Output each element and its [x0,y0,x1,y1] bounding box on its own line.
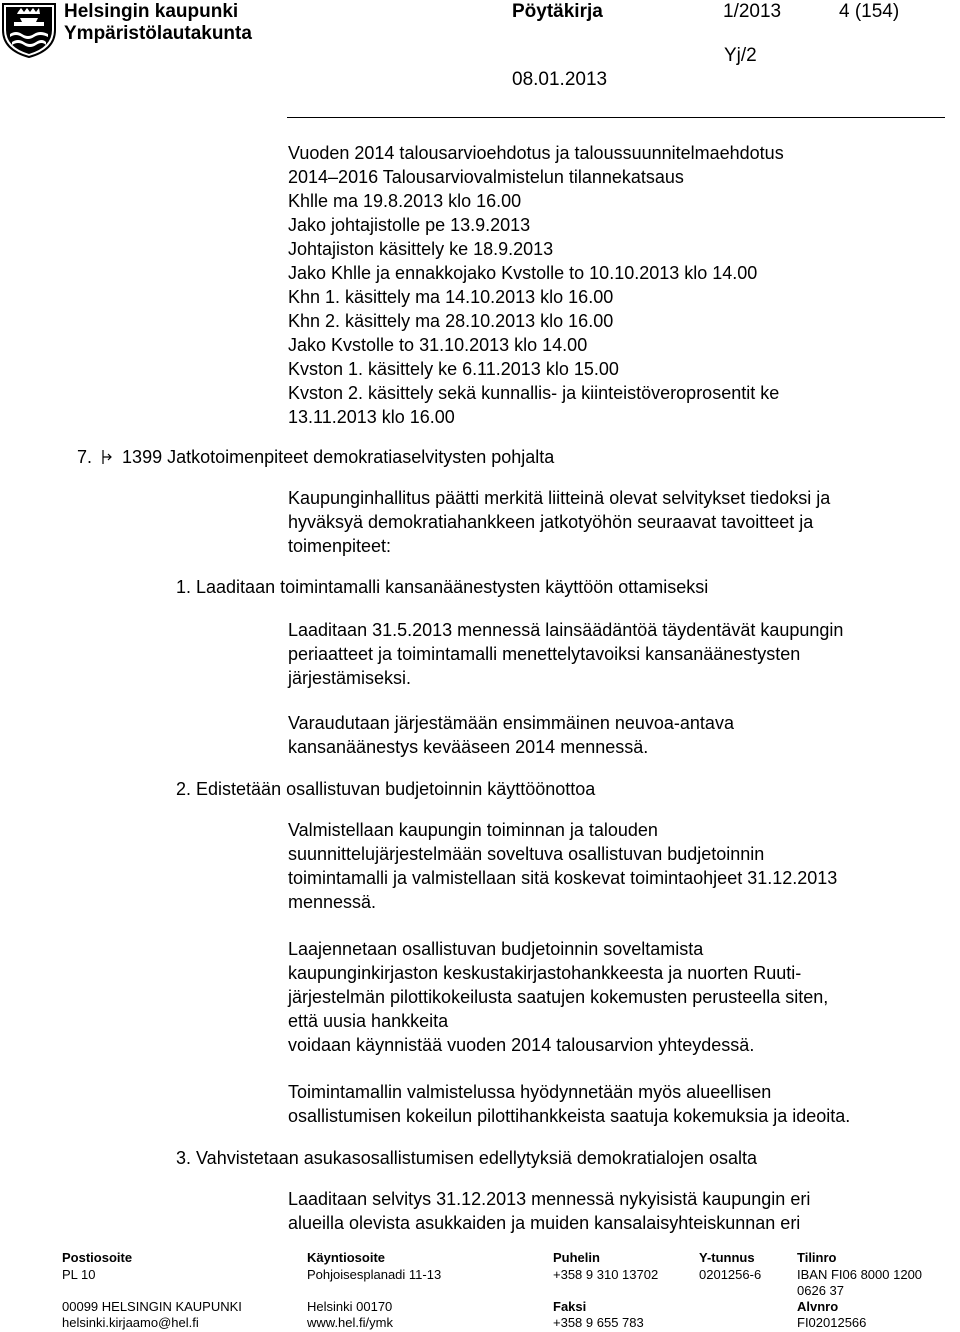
text-line: Valmistellaan kaupungin toiminnan ja talouden [288,820,658,840]
text-line: hyväksyä demokratiahankkeen jatkotyöhön seuraavat tavoitteet ja [288,512,814,532]
schedule-line: Jako johtajistolle pe 13.9.2013 [288,215,531,235]
fax-label: Faksi [553,1299,587,1314]
section-number: 7. [77,447,93,467]
vat-label: Alvnro [797,1299,839,1314]
schedule-line: Jako Kvstolle to 31.10.2013 klo 14.00 [288,335,588,355]
visit-address-label: Käyntiosoite [307,1250,386,1265]
postal-box: PL 10 [62,1267,96,1282]
schedule-line: Jako Khlle ja ennakkojako Kvstolle to 10.10.2013 klo 14.00 [288,263,758,283]
item-2-heading: 2. Edistetään osallistuvan budjetoinnin käyttöönottoa [176,779,596,799]
page-count: 4 (154) [839,1,900,22]
postal-address-label: Postiosoite [62,1250,133,1265]
section-code: Yj/2 [724,45,757,66]
document-type: Pöytäkirja [512,1,603,22]
text-line: kaupunginkirjaston keskustakirjastohankkeesta ja nuorten Ruuti- [288,963,802,983]
city-name: Helsingin kaupunki [64,1,239,22]
text-line: suunnittelujärjestelmään soveltuva osallistuvan budjetoinnin [288,844,765,864]
text-line: toimintamalli ja valmistellaan sitä koskevat toimintaohjeet 31.12.2013 [288,868,838,888]
schedule-line: Johtajiston käsittely ke 18.9.2013 [288,239,554,259]
meeting-date: 08.01.2013 [512,69,608,90]
text-line: toimenpiteet: [288,536,392,556]
schedule-line: 2014–2016 Talousarviovalmistelun tilannekatsaus [288,167,684,187]
text-line: järjestelmän pilottikokeilusta saatujen kokemusten perusteella siten, [288,987,829,1007]
schedule-line: Kvston 1. käsittely ke 6.11.2013 klo 15.00 [288,359,619,379]
item-3-paragraph-1 [288,1187,810,1235]
account-iban-line-1: IBAN FI06 8000 1200 [797,1267,923,1282]
text-line: Laaditaan selvitys 31.12.2013 mennessä nykyisistä kaupungin eri [288,1189,811,1209]
issue-number: 1/2013 [723,1,782,22]
website-link[interactable]: www.hel.fi/ymk [307,1315,393,1330]
schedule-line: Kvston 2. käsittely sekä kunnallis- ja kiinteistöveroprosentit ke [288,383,780,403]
item-1-heading: 1. Laaditaan toimintamalli kansanäänestysten käyttöön ottamiseksi [176,577,709,597]
item-2-paragraph-3 [288,1080,850,1128]
visit-street: Pohjoisesplanadi 11-13 [307,1267,442,1282]
intro-paragraph [288,486,830,558]
budget-schedule [288,141,784,429]
committee-name: Ympäristölautakunta [64,23,252,44]
schedule-line: Khn 2. käsittely ma 28.10.2013 klo 16.00 [288,311,614,331]
schedule-line: Vuoden 2014 talousarvioehdotus ja taloussuunnitelmaehdotus [288,143,784,163]
text-line: kansanäänestys kevääseen 2014 mennessä. [288,737,649,757]
header-divider [287,117,945,118]
text-line: Laajennetaan osallistuvan budjetoinnin soveltamista [288,939,704,959]
business-id: 0201256-6 [699,1267,762,1282]
business-id-label: Y-tunnus [699,1250,755,1265]
helsinki-coat-of-arms-logo [0,0,58,58]
item-3-heading: 3. Vahvistetaan asukasosallistumisen edellytyksiä demokratialojen osalta [176,1148,757,1168]
section-title: 1399 Jatkotoimenpiteet demokratiaselvitysten pohjalta [122,447,555,467]
link-arrow-icon[interactable] [101,449,113,465]
postal-city: 00099 HELSINGIN KAUPUNKI [62,1299,242,1314]
phone-number: +358 9 310 13702 [553,1267,659,1282]
visit-city: Helsinki 00170 [307,1299,393,1314]
fax-number: +358 9 655 783 [553,1315,644,1330]
schedule-line: Khn 1. käsittely ma 14.10.2013 klo 16.00 [288,287,614,307]
item-1-paragraph-2 [288,711,734,759]
text-line: että uusia hankkeita [288,1011,449,1031]
text-line: Laaditaan 31.5.2013 mennessä lainsäädäntöä täydentävät kaupungin [288,620,844,640]
text-line: osallistumisen kokeilun pilottihankkeista saatuja kokemuksia ja ideoita. [288,1106,851,1126]
text-line: Varaudutaan järjestämään ensimmäinen neuvoa-antava [288,713,734,733]
text-line: periaatteet ja toimintamalli menettelytavoiksi kansanäänestysten [288,644,801,664]
text-line: järjestämiseksi. [288,668,412,688]
email-link[interactable]: helsinki.kirjaamo@hel.fi [62,1315,199,1330]
schedule-line: 13.11.2013 klo 16.00 [288,407,455,427]
text-line: alueilla olevista asukkaiden ja muiden kansalaisyhteiskunnan eri [288,1213,801,1233]
item-1-paragraph-1 [288,618,843,690]
text-line: Kaupunginhallitus päätti merkitä liitteinä olevat selvitykset tiedoksi ja [288,488,831,508]
text-line: Toimintamallin valmistelussa hyödynnetään myös alueellisen [288,1082,772,1102]
account-iban-line-2: 0626 37 [797,1283,844,1298]
text-line: mennessä. [288,892,377,912]
section-heading [77,445,554,469]
item-2-paragraph-1 [288,818,837,914]
schedule-line: Khlle ma 19.8.2013 klo 16.00 [288,191,522,211]
phone-label: Puhelin [553,1250,600,1265]
item-2-paragraph-2 [288,937,828,1057]
text-line: voidaan käynnistää vuoden 2014 talousarvion yhteydessä. [288,1035,755,1055]
account-label: Tilinro [797,1250,837,1265]
vat-number: FI02012566 [797,1315,867,1330]
